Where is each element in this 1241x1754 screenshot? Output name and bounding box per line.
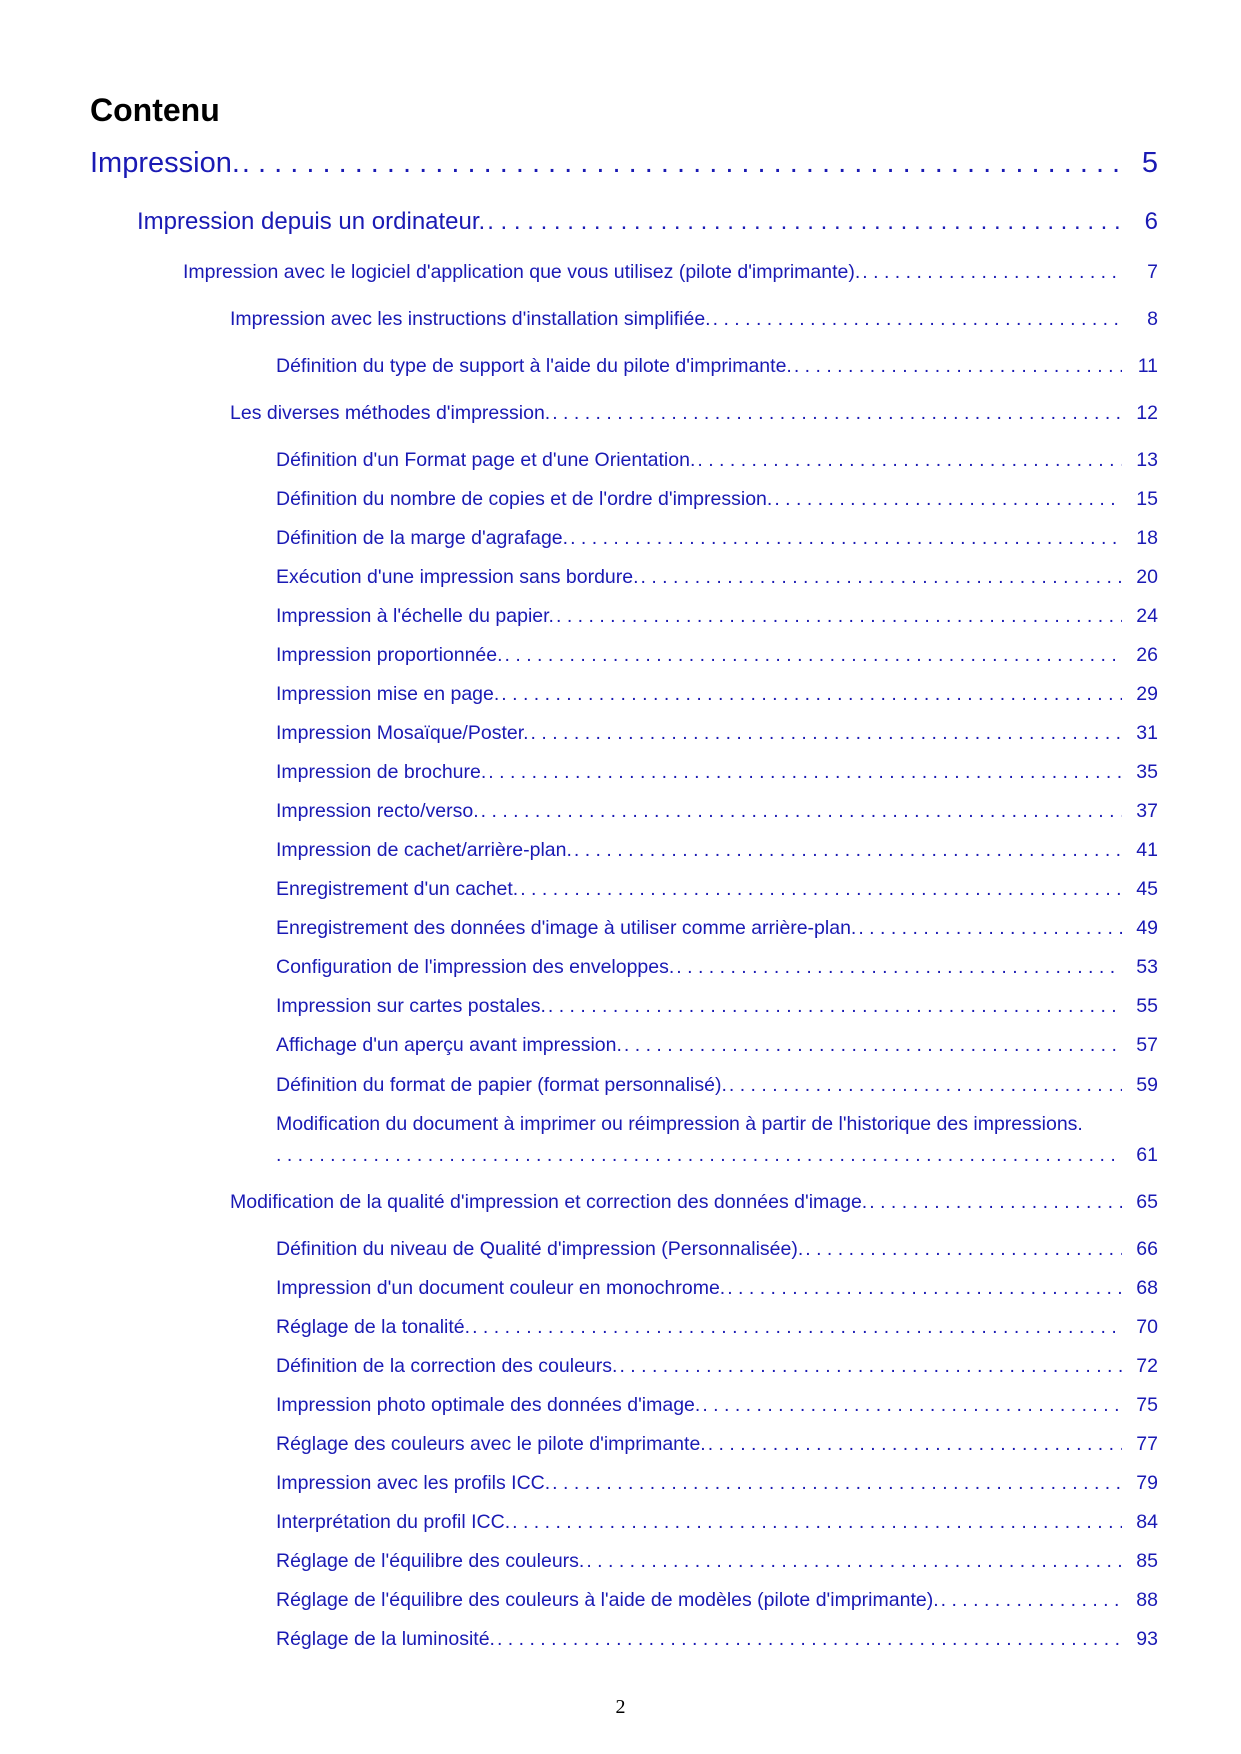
toc-entry-page: 93 [1136, 1628, 1158, 1650]
toc-entry-echelle-papier[interactable] [276, 605, 1158, 628]
toc-entry-label: Modification de la qualité d'impression et correction des données d'image. [230, 1191, 868, 1213]
toc-entry-page: 24 [1136, 605, 1158, 627]
leader-dots [867, 1191, 1122, 1214]
toc-entry-label: Impression proportionnée. [276, 644, 503, 666]
toc-entry-label: Définition de la correction des couleurs. [276, 1355, 618, 1377]
toc-entry-label: Enregistrement des données d'image à utiliser comme arrière-plan. [276, 917, 857, 939]
toc-entry-page: 18 [1136, 527, 1158, 549]
page-number: 2 [615, 1696, 626, 1718]
toc-entry-page: 7 [1147, 261, 1158, 283]
toc-entry-page: 79 [1136, 1472, 1158, 1494]
toc-entry-label: Impression photo optimale des données d'image. [276, 1394, 701, 1416]
toc-entry-label: Impression de cachet/arrière-plan. [276, 839, 572, 861]
leader-dots [639, 566, 1122, 589]
toc-entry-type-support[interactable] [276, 355, 1158, 378]
leader-dots [727, 1074, 1122, 1097]
toc-entry-label: Réglage de l'équilibre des couleurs. [276, 1550, 585, 1572]
leader-dots [939, 1589, 1122, 1612]
toc-entry-impression-ordinateur[interactable] [137, 208, 1158, 236]
toc-entry-equilibre-couleurs[interactable] [276, 1550, 1158, 1573]
toc-entry-page: 15 [1136, 488, 1158, 510]
toc-entry-enveloppes[interactable] [276, 956, 1158, 979]
toc-entry-page: 72 [1136, 1355, 1158, 1377]
toc-entry-page: 11 [1137, 355, 1158, 377]
toc-entry-label: Affichage d'un aperçu avant impression. [276, 1034, 622, 1056]
toc-entry-label: Impression avec les instructions d'installation simplifiée. [230, 308, 711, 330]
leader-dots [486, 761, 1122, 784]
toc-entry-page: 88 [1136, 1589, 1158, 1611]
leader-dots [803, 1238, 1122, 1261]
leader-dots [470, 1316, 1122, 1339]
toc-entry-donnees-image-arriere-plan[interactable] [276, 917, 1158, 940]
toc-entry-label: Configuration de l'impression des enveloppes. [276, 956, 675, 978]
leader-dots [725, 1277, 1122, 1300]
leader-dots [622, 1034, 1122, 1057]
toc-entry-page: 53 [1136, 956, 1158, 978]
toc-entry-page: 29 [1136, 683, 1158, 705]
toc-entry-label: Impression avec les profils ICC. [276, 1472, 551, 1494]
toc-entry-label: Interprétation du profil ICC. [276, 1511, 511, 1533]
leader-dots [572, 839, 1122, 862]
toc-entry-label: Définition d'un Format page et d'une Orientation. [276, 449, 696, 471]
toc-entry-apercu[interactable] [276, 1034, 1158, 1057]
leader-dots [617, 1355, 1122, 1378]
toc-entry-page: 55 [1136, 995, 1158, 1017]
leader-dots [695, 449, 1122, 472]
toc-entry-label: Impression avec le logiciel d'application que vous utilisez (pilote d'imprimante). [183, 261, 861, 283]
toc-entry-enregistrement-cachet[interactable] [276, 878, 1158, 901]
toc-entry-label: Impression. [90, 147, 240, 179]
toc-entry-label: Définition du nombre de copies et de l'ordre d'impression. [276, 488, 773, 510]
toc-entry-page: 12 [1136, 402, 1158, 424]
toc-entry-proportionnee[interactable] [276, 644, 1158, 667]
toc-entry-label: Impression recto/verso. [276, 800, 479, 822]
leader-dots [706, 1433, 1122, 1456]
toc-entry-equilibre-modeles[interactable] [276, 1589, 1158, 1612]
toc-entry-recto-verso[interactable] [276, 800, 1158, 823]
toc-entry-label: Définition du format de papier (format personnalisé). [276, 1074, 727, 1096]
toc-entry-label: Impression de brochure. [276, 761, 487, 783]
toc-entry-page: 8 [1147, 308, 1158, 330]
toc-entry-page: 85 [1136, 1550, 1158, 1572]
toc-entry-page: 31 [1136, 722, 1158, 744]
toc-entry-qualite-impression[interactable] [230, 1191, 1158, 1214]
toc-entry-page: 70 [1136, 1316, 1158, 1338]
toc-entry-label: Impression mise en page. [276, 683, 500, 705]
toc-entry-cartes-postales[interactable] [276, 995, 1158, 1018]
leader-dots [554, 605, 1122, 628]
toc-entry-logiciel-application[interactable] [183, 261, 1158, 284]
leader-dots [510, 1511, 1122, 1534]
toc-entry-page: 49 [1136, 917, 1158, 939]
toc-entry-page: 57 [1136, 1034, 1158, 1056]
toc-entry-luminosite[interactable] [276, 1628, 1158, 1651]
toc-entry-historique[interactable] [276, 1144, 1158, 1167]
leader-dots [674, 956, 1122, 979]
toc-entry-label: Enregistrement d'un cachet. [276, 878, 519, 900]
leader-dots [856, 917, 1122, 940]
toc-entry-diverses-methodes[interactable] [230, 402, 1158, 425]
leader-dots [711, 308, 1122, 331]
toc-entry-label: Réglage de l'équilibre des couleurs à l'aide de modèles (pilote d'imprimante). [276, 1589, 939, 1611]
toc-entry-impression[interactable] [90, 147, 1158, 180]
toc-entry-page: 41 [1136, 839, 1158, 861]
toc-entry-label: Les diverses méthodes d'impression. [230, 402, 551, 424]
toc-entry-label: Impression depuis un ordinateur. [137, 208, 486, 235]
leader-dots [485, 208, 1122, 236]
leader-dots [518, 878, 1122, 901]
toc-entry-page: 59 [1136, 1074, 1158, 1096]
toc-entry-page: 61 [1136, 1144, 1158, 1166]
leader-dots [479, 800, 1122, 823]
leader-dots [546, 995, 1122, 1018]
toc-entry-label: Réglage de la tonalité. [276, 1316, 471, 1338]
toc-entry-page: 84 [1136, 1511, 1158, 1533]
toc-entry-label: Réglage de la luminosité. [276, 1628, 495, 1650]
leader-dots [550, 402, 1122, 425]
toc-entry-label: Impression à l'échelle du papier. [276, 605, 554, 627]
toc-entry-page: 13 [1136, 449, 1158, 471]
toc-entry-niveau-qualite[interactable] [276, 1238, 1158, 1261]
toc-entry-correction-couleurs[interactable] [276, 1355, 1158, 1378]
toc-entry-page: 68 [1136, 1277, 1158, 1299]
leader-dots [584, 1550, 1122, 1573]
toc-entry-reglage-couleurs-pilote[interactable] [276, 1433, 1158, 1456]
toc-entry-interpretation-icc[interactable] [276, 1511, 1158, 1534]
toc-entry-label: Exécution d'une impression sans bordure. [276, 566, 639, 588]
toc-entry-label: Définition du niveau de Qualité d'impression (Personnalisée). [276, 1238, 804, 1260]
toc-entry-page: 65 [1136, 1191, 1158, 1213]
toc-entry-cachet-arriere-plan[interactable] [276, 839, 1158, 862]
leader-dots [860, 261, 1122, 284]
toc-entry-page: 5 [1141, 147, 1158, 179]
toc-entry-label: Impression Mosaïque/Poster. [276, 722, 529, 744]
leader-dots [792, 355, 1122, 378]
toc-entry-mosaique-poster[interactable] [276, 722, 1158, 745]
toc-entry-page: 75 [1136, 1394, 1158, 1416]
toc-entry-label: Réglage des couleurs avec le pilote d'imprimante. [276, 1433, 706, 1455]
toc-entry-page: 6 [1144, 208, 1158, 235]
toc-entry-photo-optimale[interactable] [276, 1394, 1158, 1417]
toc-entry-format-personnalise[interactable] [276, 1074, 1158, 1097]
toc-entry-label: Impression sur cartes postales. [276, 995, 546, 1017]
leader-dots [529, 722, 1122, 745]
toc-entry-profils-icc[interactable] [276, 1472, 1158, 1495]
toc-entry-page: 35 [1136, 761, 1158, 783]
leader-dots [240, 147, 1122, 180]
toc-entry-monochrome[interactable] [276, 1277, 1158, 1300]
toc-entry-page: 45 [1136, 878, 1158, 900]
toc-entry-page: 66 [1136, 1238, 1158, 1260]
toc-entry-format-page[interactable] [276, 449, 1158, 472]
leader-dots [499, 683, 1122, 706]
toc-entry-brochure[interactable] [276, 761, 1158, 784]
toc-entry-label: Définition du type de support à l'aide du pilote d'imprimante. [276, 355, 792, 377]
toc-entry-mise-en-page[interactable] [276, 683, 1158, 706]
toc-entry-page: 20 [1136, 566, 1158, 588]
toc-entry-page: 37 [1136, 800, 1158, 822]
toc-entry-sans-bordure[interactable] [276, 566, 1158, 589]
toc-entry-label: Définition de la marge d'agrafage. [276, 527, 569, 549]
leader-dots [276, 1144, 1122, 1167]
leader-dots [503, 644, 1122, 667]
toc-entry-page: 77 [1136, 1433, 1158, 1455]
toc-entry-label: Impression d'un document couleur en monochrome. [276, 1277, 726, 1299]
toc-entry-page: 26 [1136, 644, 1158, 666]
leader-dots [495, 1628, 1122, 1651]
leader-dots [568, 527, 1122, 550]
toc-entry-marge-agrafage[interactable] [276, 527, 1158, 550]
toc-entry-installation-simplifiee[interactable] [230, 308, 1158, 331]
toc-entry-historique-label[interactable]: Modification du document à imprimer ou réimpression à partir de l'historique des impressions. [276, 1113, 1083, 1135]
leader-dots [700, 1394, 1122, 1417]
toc-entry-nombre-copies[interactable] [276, 488, 1158, 511]
leader-dots [550, 1472, 1122, 1495]
toc-entry-tonalite[interactable] [276, 1316, 1158, 1339]
leader-dots [772, 488, 1122, 511]
toc-heading: Contenu [90, 92, 220, 128]
